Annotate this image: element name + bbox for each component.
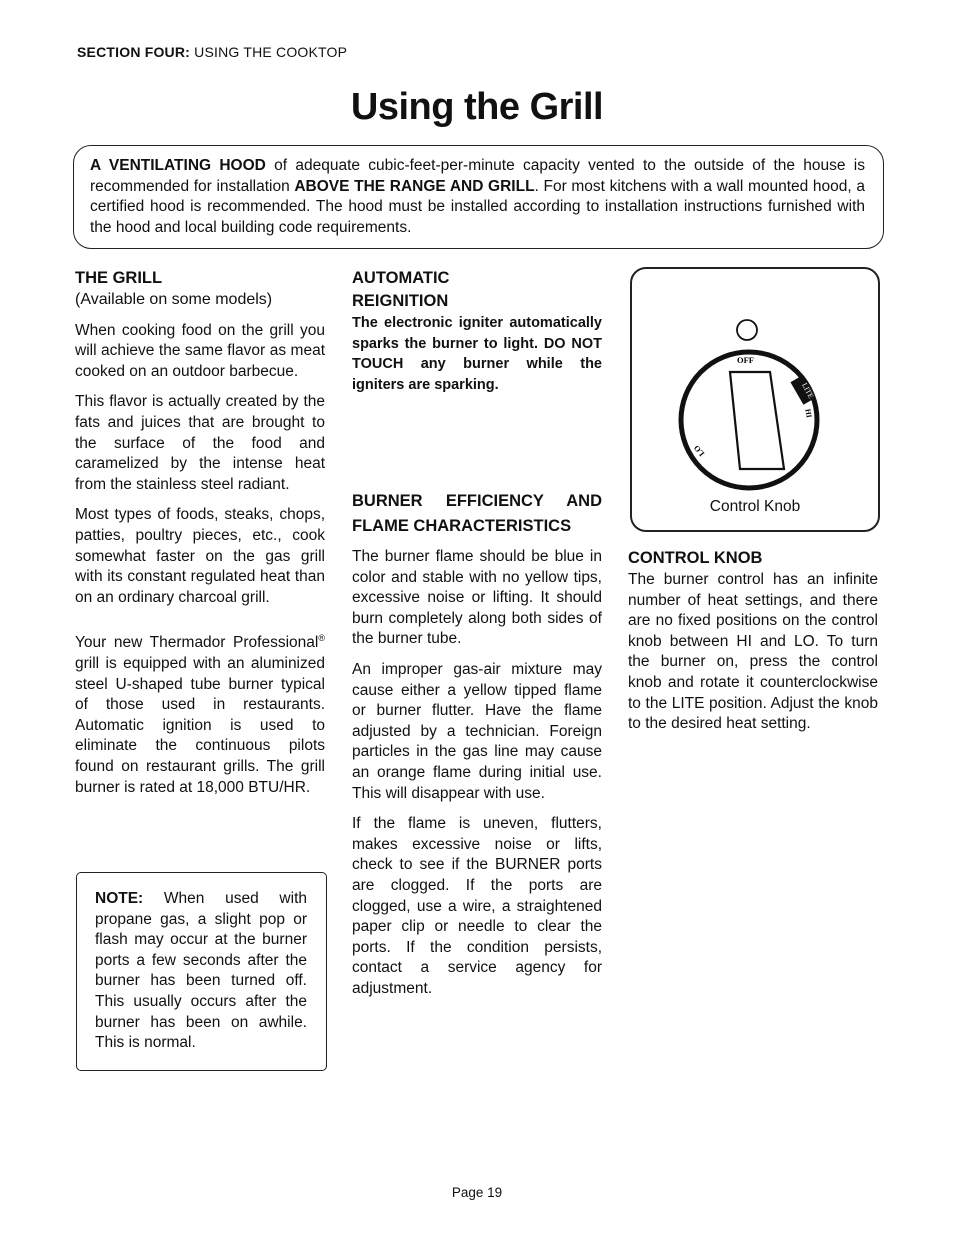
reignition-warning: The electronic igniter automatically sparks the burner to light. DO NOT TOUCH any burner while the igniters are sparking. bbox=[352, 315, 602, 393]
lite-label: LITE bbox=[800, 381, 816, 400]
burner-paragraph-3: If the flame is uneven, flutters, makes excessive noise or lifts, check to see if the BURNER ports are clogged. If the ports are clogged, use a wire, a straightened paper clip or needle to clear the ports. If the condition persists, contact a service agency for adjustment. bbox=[352, 815, 602, 997]
indicator-light bbox=[737, 320, 757, 340]
control-knob-caption: Control Knob bbox=[709, 498, 801, 515]
page-number: Page 19 bbox=[451, 1185, 503, 1200]
grill-paragraph-4-end: grill is equipped with an aluminized steel U-shaped tube burner typical of those used in restaurants. Automatic ignition is used to eliminate the continuous pilots found on restaurant grills. The grill burner is rated at 18,000 BTU/HR. bbox=[75, 655, 325, 796]
hood-notice-text: of adequate cubic-feet-per-minute capacity vented to the outside of the house is recommended for installation bbox=[90, 157, 865, 195]
burner-paragraph-1: The burner flame should be blue in color and stable with no yellow tips, excessive noise or lifting. It should burn completely along both sides of the burner tube. bbox=[352, 548, 602, 648]
grill-paragraph-1: When cooking food on the grill you will achieve the same flavor as meat cooked on an outdoor barbecue. bbox=[75, 321, 325, 380]
grill-subheading: (Available on some models) bbox=[75, 291, 273, 308]
control-knob-diagram bbox=[632, 269, 878, 495]
hood-notice-text-end: . For most kitchens with a wall mounted hood, a certified hood is recommended. The hood must be installed according to installation instructions furnished with the hood and local building code requirements. bbox=[90, 177, 865, 236]
control-knob-text: The burner control has an infinite number of heat settings, and there are no fixed positions on the control knob between HI and LO. To turn the burner on, press the control knob and rotate it counterclockwise to the LITE position. Adjust the knob to the desired heat setting. bbox=[628, 571, 878, 733]
hi-label: HI bbox=[803, 408, 814, 419]
grill-paragraph-2: This flavor is actually created by the fats and juices that are brought to the surface of the food and caramelized by the intense heat from the stainless steel radiant. bbox=[75, 393, 325, 493]
grill-heading: THE GRILL bbox=[75, 269, 163, 287]
control-knob-column bbox=[628, 547, 878, 745]
section-header bbox=[77, 44, 347, 60]
lo-label: LO bbox=[691, 443, 707, 459]
grill-column bbox=[75, 267, 325, 808]
burner-paragraph-2: An improper gas-air mixture may cause either a yellow tipped flame or burner flutter. Have the flame adjusted by a technician. Foreign particles in the gas line may cause an orange flame during initial use. This will disappear with use. bbox=[352, 660, 602, 802]
grill-paragraph-4 bbox=[75, 628, 325, 798]
grill-paragraph-3: Most types of foods, steaks, chops, patties, poultry pieces, etc., cook somewhat faster on the gas grill with its constant regulated heat than on an ordinary charcoal grill. bbox=[75, 506, 325, 606]
section-title: USING THE COOKTOP bbox=[194, 44, 348, 60]
grill-paragraph-4-start: Your new Thermador Professional bbox=[75, 634, 319, 652]
hood-notice-emphasis: ABOVE THE RANGE AND GRILL bbox=[294, 177, 535, 195]
control-knob-heading: CONTROL KNOB bbox=[628, 549, 763, 567]
note-box bbox=[76, 872, 327, 1071]
hood-notice-lead: A VENTILATING HOOD bbox=[90, 157, 266, 174]
section-label: SECTION FOUR: bbox=[77, 44, 191, 60]
note-label: NOTE: bbox=[95, 890, 144, 907]
burner-heading: BURNER EFFICIENCY AND FLAME CHARACTERISTICS bbox=[352, 492, 602, 535]
reignition-column bbox=[352, 267, 602, 1009]
reignition-heading: AUTOMATIC REIGNITION bbox=[352, 269, 450, 310]
control-knob-figure bbox=[630, 267, 880, 532]
hood-notice-box bbox=[73, 145, 884, 249]
off-label: OFF bbox=[737, 355, 754, 365]
registered-mark: ® bbox=[318, 633, 325, 644]
page-title: Using the Grill bbox=[350, 86, 604, 128]
note-text: When used with propane gas, a slight pop or flash may occur at the burner ports a few seconds after the burner has been turned off. This usually occurs after the burner has been on awhile. This is normal. bbox=[95, 890, 307, 1052]
